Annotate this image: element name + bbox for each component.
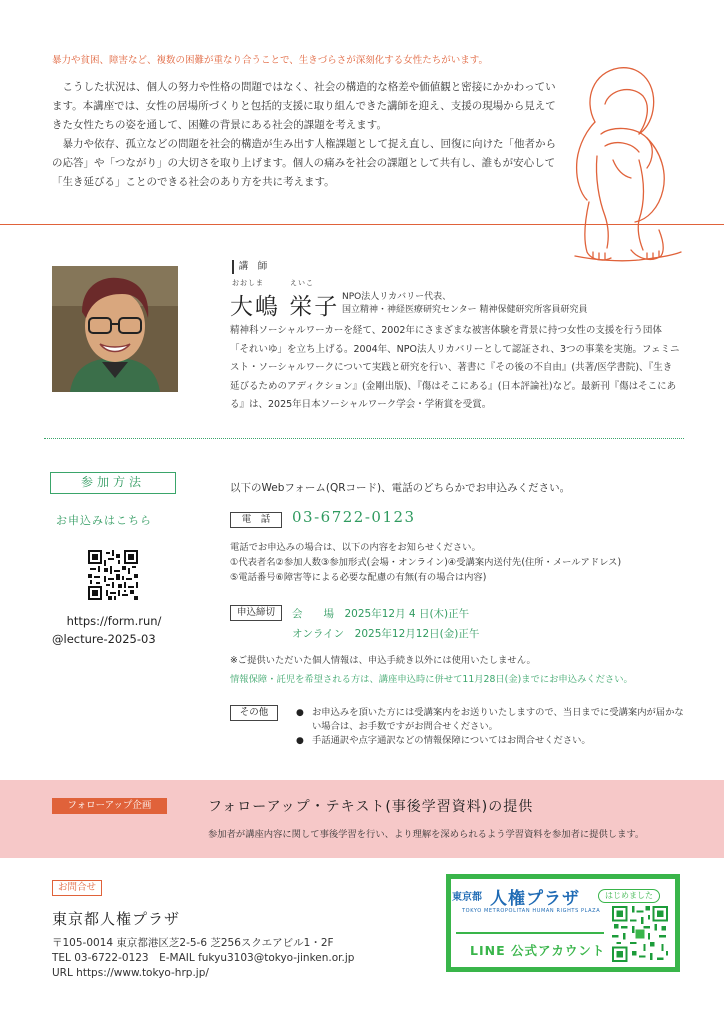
dotted-divider bbox=[44, 438, 684, 439]
intro-paragraph-2: 暴力や依存、孤立などの問題を社会的構造が生み出す人権課題として捉え直し、回復に向けた「他者からの応答」や「つながり」の大切さを取り上げます。個人の痛みを社会の課題として共有し、誰もが安心して「生き延びる」ことのできる社会のあり方を共に考えます。 bbox=[52, 138, 556, 188]
howto-heading: 参加方法 bbox=[50, 472, 176, 494]
tel-tag: 電 話 bbox=[230, 512, 282, 528]
line-logo-small: 東京都 bbox=[452, 892, 482, 903]
line-qr-code[interactable] bbox=[612, 906, 668, 962]
line-account-label: LINE 公式アカウント bbox=[470, 943, 606, 958]
contact-tel-mail[interactable]: TEL 03-6722-0123 E-MAIL fukyu3103@tokyo-jinken.or.jp bbox=[52, 952, 355, 964]
lecturer-bio: 精神科ソーシャルワーカーを経て、2002年にさまざまな被害体験を背景に持つ女性の支援を行う団体「それいゆ」を立ち上げる。2004年、NPO法人リカバリーとして認証され、3つの事業を実施。フェミニスト・ソーシャルワークについて実践と研究を行い、著書に『その後の不自由』(共著/医学書院)、『生き延びるためのアディクション』(金剛出版)、『傷はそこにある』(日本評論社)など。最新刊『傷はそこにある』は、2025年日本ソーシャルワーク学会・学術賞を受賞。 bbox=[230, 325, 680, 410]
tel-number[interactable]: 03-6722-0123 bbox=[292, 508, 416, 526]
application-qr-code[interactable] bbox=[88, 550, 138, 600]
lecturer-portrait bbox=[52, 266, 178, 392]
form-url-line-2[interactable]: @lecture-2025-03 bbox=[52, 632, 156, 646]
apply-here-label: お申込みはこちら bbox=[56, 514, 152, 527]
lead-text: 暴力や貧困、障害など、複数の困難が重なり合うことで、生きづらさが深刻化する女性たちがいます。 bbox=[52, 55, 489, 66]
intro-paragraph-1: こうした状況は、個人の努力や性格の問題ではなく、社会の構造的な格差や価値観と密接にかかわっています。本講座では、女性の居場所づくりと包括的支援に取り組んできた講師を迎え、支援の現場から見えてきた女性たちの姿を通して、困難の背景にある社会的課題を考えます。 bbox=[52, 81, 556, 131]
line-logo-main: 人権プラザ bbox=[490, 889, 580, 909]
section-divider bbox=[0, 224, 724, 225]
contact-url[interactable]: URL https://www.tokyo-hrp.jp/ bbox=[52, 967, 209, 979]
tel-note-line: ①代表者名②参加人数③参加形式(会場・オンライン)④受講案内送付先(住所・メールアドレス) bbox=[230, 557, 622, 568]
lecturer-name: 大嶋 栄子 bbox=[230, 294, 340, 320]
line-logo-sub: TOKYO METROPOLITAN HUMAN RIGHTS PLAZA bbox=[462, 908, 601, 914]
other-item: ● 手話通訳や点字通訳などの情報保障についてはお問合せください。 bbox=[296, 734, 686, 748]
followup-tag: フォローアップ企画 bbox=[52, 798, 167, 814]
contact-details bbox=[52, 936, 354, 981]
intro-text bbox=[52, 78, 562, 192]
form-url-line-1[interactable]: https://form.run/ bbox=[66, 614, 162, 628]
deadline-venue: 会 場 2025年12月 4 日(木)正午 bbox=[292, 608, 470, 620]
lecturer-tag: 講 師 bbox=[232, 260, 272, 274]
other-list bbox=[296, 706, 686, 748]
lecturer-affiliation-2: 国立精神・神経医療研究センター 精神保健研究所客員研究員 bbox=[342, 305, 588, 315]
sitting-woman-illustration bbox=[535, 60, 700, 270]
tel-note-line: ⑤電話番号⑥障害等による必要な配慮の有無(有の場合は内容) bbox=[230, 572, 487, 583]
other-item: ● お申込みを頂いた方には受講案内をお送りいたしますので、当日までに受講案内が届かない場合は、お手数ですがお問合せください。 bbox=[296, 706, 686, 734]
organization-name: 東京都人権プラザ bbox=[52, 910, 181, 928]
tel-note-line: 電話でお申込みの場合は、以下の内容をお知らせください。 bbox=[230, 542, 481, 553]
followup-title: フォローアップ・テキスト(事後学習資料)の提供 bbox=[208, 799, 534, 815]
contact-address: 〒105-0014 東京都港区芝2-5-6 芝256スクエアビル1・2F bbox=[52, 937, 334, 949]
lecturer-ruby-given: えいこ bbox=[290, 279, 314, 287]
lecturer-ruby-surname: おおしま bbox=[232, 279, 264, 287]
privacy-note: ※ご提供いただいた個人情報は、申込手続き以外には使用いたしません。 bbox=[230, 655, 536, 666]
line-started-bubble: はじめました bbox=[598, 889, 660, 903]
deadline-tag: 申込締切 bbox=[230, 605, 282, 621]
lecturer-affiliation-1: NPO法人リカバリー代表、 bbox=[342, 292, 452, 302]
contact-tag: お問合せ bbox=[52, 880, 102, 896]
tel-note bbox=[230, 540, 621, 585]
line-card-divider bbox=[456, 932, 604, 934]
accessibility-note: 情報保障・託児を希望される方は、講座申込時に併せて11月28日(金)までにお申込みください。 bbox=[230, 674, 633, 685]
deadline-online: オンライン 2025年12月12日(金)正午 bbox=[292, 628, 480, 640]
apply-intro-text: 以下のWebフォーム(QRコード)、電話のどちらかでお申込みください。 bbox=[230, 482, 571, 494]
followup-band bbox=[0, 780, 724, 858]
followup-description: 参加者が講座内容に関して事後学習を行い、より理解を深められるよう学習資料を参加者に提供します。 bbox=[208, 829, 645, 840]
other-tag: その他 bbox=[230, 705, 278, 721]
